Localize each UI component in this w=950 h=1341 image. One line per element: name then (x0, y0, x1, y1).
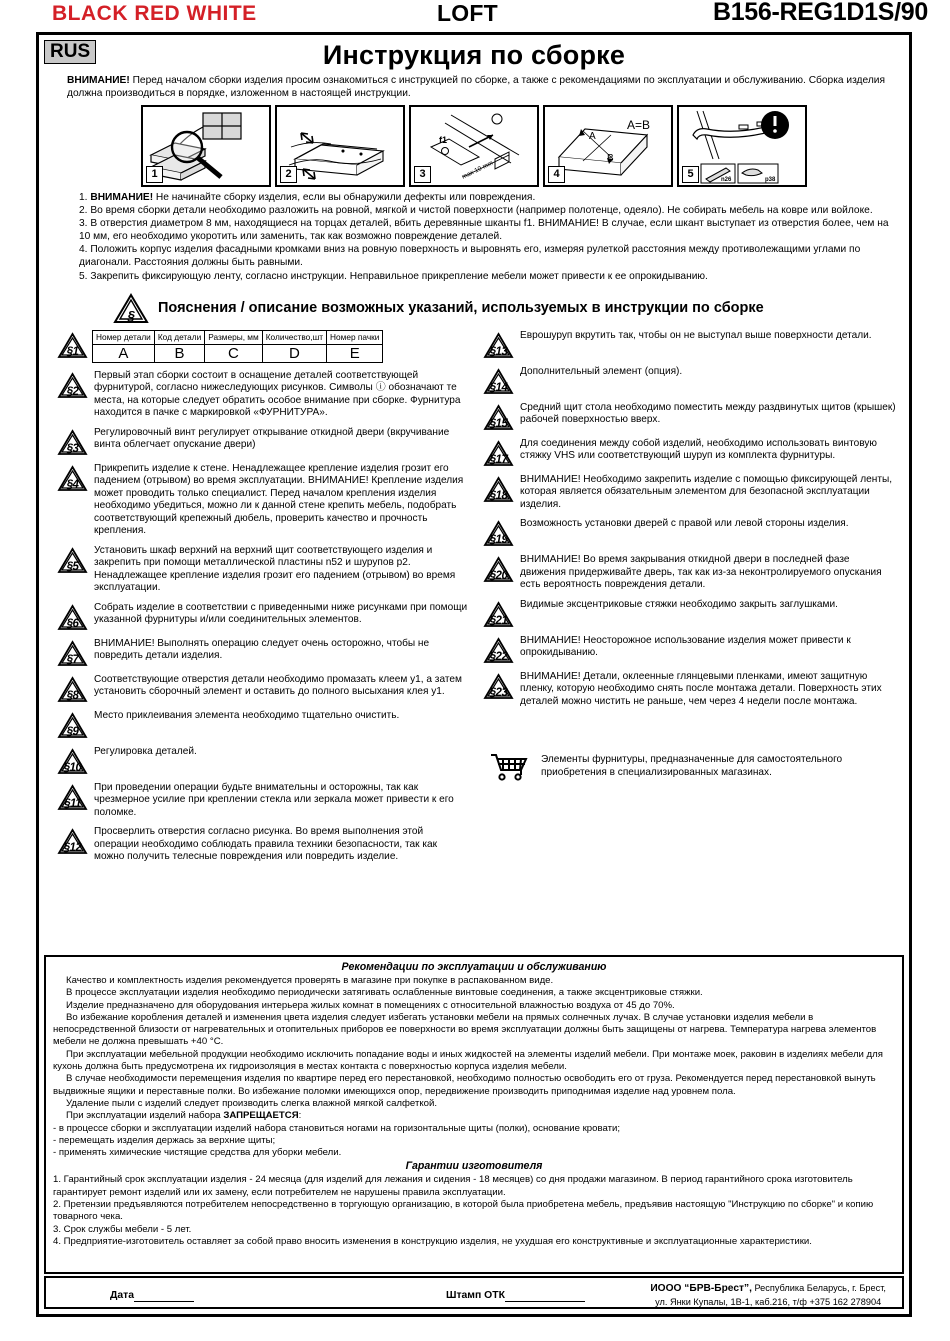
step-3: 3. В отверстия диаметром 8 мм, находящиеся на торцах деталей, вбить деревянные шканты f1. ВНИМАНИЕ! В случае, если шкант выступает из отверстия более, чем на 10 мм, его необходимо укоротить или заменить, так как возможно повреждение деталей. (79, 218, 889, 243)
company-location: Республика Беларусь, г. Брест, (751, 1283, 886, 1293)
warranty-item: 2. Претензии предъявляются потребителем непосредственно в торгующую организацию, в которой была приобретена мебель, предъявив настоящую "Инструкцию по сборке" и копию товарного чека. (53, 1199, 874, 1223)
legend-item-id: §23 (489, 686, 508, 699)
legend-item-s21 (483, 599, 897, 628)
legend-item-id: §7 (66, 653, 79, 666)
legend-item-s7 (57, 638, 469, 667)
legend-item-text: ВНИМАНИЕ! Неосторожное использование изделия может привести к опрокидыванию. (520, 634, 851, 659)
panel-4 (543, 105, 673, 187)
legend-item-s23 (483, 671, 897, 709)
th-quantity: Количество,шт (262, 330, 326, 344)
legend-item-id: §9 (66, 725, 79, 738)
legend-item-s15 (483, 402, 897, 431)
rec-paragraph: При эксплуатации мебельной продукции необходимо исключить попадание воды и иных жидкостей на элементы изделий мебели. При монтаже моек, раковин в изделиях мебели для кухонь должна быть предусмотрена их гидроизоляция в местах контакта с поверхностью корпуса изделия мебели. (53, 1048, 883, 1073)
warning-triangle-icon (57, 372, 88, 399)
legend-item-text: Собрать изделие в соответствии с приведенными ниже рисунками при помощи указанной фурнитуры и/или соединительных элементов. (94, 601, 468, 626)
th-dimensions: Размеры, мм (205, 330, 263, 344)
legend-item-s18 (483, 474, 897, 512)
legend-item-text: Возможность установки дверей с правой или левой стороны изделия. (520, 518, 849, 530)
recommendations-section (44, 955, 904, 1274)
legend-item-id: §10 (63, 761, 82, 774)
rec-prohibited-item: - в процессе сборки и эксплуатации изделий набора становиться ногами на горизонтальные щиты (полки), основание кровати; (53, 1122, 621, 1134)
legend-item-s6 (57, 602, 469, 631)
warning-triangle-icon (483, 476, 514, 503)
illustration-panels (39, 105, 909, 187)
td-part-number: A (93, 344, 155, 362)
panel-number: 5 (682, 166, 699, 183)
table-header-row (93, 330, 383, 344)
step-4: 4. Положить корпус изделия фасадными кромками вниз на ровную поверхность и выровнять его, измеряя рулеткой расстояния между противолежащими углами по диагонали. Расстояния должны быть равными. (79, 244, 861, 269)
warning-triangle-icon (483, 332, 514, 359)
legend-item-id: §6 (66, 617, 79, 630)
legend-item-s20 (483, 554, 897, 592)
legend-item-id: §3 (66, 442, 79, 455)
rec-paragraph: В случае необходимости перемещения изделия по квартире перед его перестановкой, необходимо полностью освободить его от груза. Рекомендуется перед перестановкой вынуть выдвижные ящики и переставные полки. Во избежание поломки имеющихся опор, передвижение производить приподнимая изделие над уровнем пола. (53, 1073, 876, 1097)
panel4-a-label: A (589, 131, 596, 142)
company-info (650, 1282, 886, 1308)
legend-symbol: § (127, 307, 135, 323)
warning-triangle-icon (57, 429, 88, 456)
legend-item-s8 (57, 674, 469, 703)
legend-item-cart (483, 750, 897, 787)
panel-number: 2 (280, 166, 297, 183)
language-badge: RUS (44, 40, 96, 64)
th-part-code: Код детали (154, 330, 204, 344)
warning-triangle-icon (113, 293, 149, 324)
warranty-item: 3. Срок службы мебели - 5 лет. (53, 1223, 192, 1235)
panel5-n26-label: n26 (721, 177, 732, 183)
step-1: 1. ВНИМАНИЕ! Не начинайте сборку изделия, если вы обнаружили дефекты или повреждения. (79, 192, 536, 203)
th-part-number: Номер детали (93, 330, 155, 344)
legend-item-text: Первый этап сборки состоит в оснащение деталей соответствующей фурнитурой, согласно нижеследующих рисунков. Символы ⓘ обозначают те места, на которые следует обратить особое внимание при сборке. Фурнитура находится в пачке с маркировкой «ФУРНИТУРА». (94, 369, 461, 419)
td-pack-number: E (327, 344, 383, 362)
panel-number: 4 (548, 166, 565, 183)
rec-prohibited-item: - перемещать изделия держась за верхние щиты; (53, 1134, 276, 1146)
panel-3 (409, 105, 539, 187)
qc-stamp-label: Штамп ОТК (446, 1290, 505, 1301)
warning-triangle-icon (57, 640, 88, 667)
warning-triangle-icon (483, 601, 514, 628)
recommendations-title: Рекомендации по эксплуатации и обслуживанию (341, 961, 607, 973)
company-address: ул. Янки Купалы, 1В-1, каб.216, т/ф +375 162 278904 (655, 1296, 882, 1307)
attention-text: Перед началом сборки изделия просим ознакомиться с инструкцией по сборке, а также с рекомендациями по эксплуатации и обслуживанию. Сборка изделия должна производиться в порядке, изложенном в настоящей инструкции. (67, 75, 885, 99)
legend-item-id: §12 (63, 842, 82, 855)
warning-triangle-icon (57, 828, 88, 855)
panel3-f1-label: f1 (439, 135, 448, 145)
panel3-max-label: max 10 mm (460, 159, 495, 181)
legend-cart-text: Элементы фурнитуры, предназначенные для самостоятельного приобретения в специализированных магазинах. (541, 754, 843, 778)
page-title: Инструкция по сборке (322, 40, 626, 70)
rec-prohibited-item: - применять химические чистящие средства для уборки мебели. (53, 1147, 342, 1159)
th-pack-number: Номер пачки (327, 330, 383, 344)
panel5-p38-label: p38 (765, 177, 776, 183)
legend-item-s5 (57, 545, 469, 595)
legend-item-s3 (57, 427, 469, 456)
legend-item-id: §18 (489, 489, 508, 502)
warranty-body (53, 1174, 895, 1248)
model-code: B156-REG1D1S/90 (712, 0, 928, 26)
legend-item-id: §19 (489, 534, 508, 547)
warning-triangle-icon (57, 547, 88, 574)
legend-item-id: §8 (66, 689, 79, 702)
date-field[interactable] (110, 1290, 194, 1302)
numbered-steps (79, 191, 889, 283)
legend-item-id: §22 (489, 650, 508, 663)
legend-item-id: §20 (489, 570, 508, 583)
legend-item-id: §21 (489, 614, 508, 627)
legend-item-s12 (57, 826, 469, 864)
legend-item-s14 (483, 366, 897, 395)
legend-item-text: ВНИМАНИЕ! Во время закрывания откидной двери в последней фазе движения придерживайте дверь, так как из-за неконтролируемого опускания есть вероятность повреждения детали. (520, 554, 882, 591)
warning-triangle-icon (483, 440, 514, 467)
footer-bar (44, 1276, 904, 1309)
attention-lead: ВНИМАНИЕ! (67, 75, 130, 86)
rec-paragraph: В процессе эксплуатации изделия необходимо периодически затягивать ослабленные винтовые соединения, а также эксцентриковые стяжки. (66, 987, 703, 999)
panel4-eq-label: A=B (627, 118, 651, 132)
legend-item-id: §2 (66, 385, 79, 398)
panel-5 (677, 105, 807, 187)
table-row (93, 344, 383, 362)
legend-item-text: Для соединения между собой изделий, необходимо использовать винтовую стяжку VHS или соответствующий шуруп из комплекта фурнитуры. (520, 437, 877, 462)
td-quantity: D (262, 344, 326, 362)
warning-triangle-icon (483, 368, 514, 395)
warning-triangle-icon (57, 712, 88, 739)
legend-item-id: §11 (64, 797, 81, 810)
date-label: Дата (110, 1290, 135, 1301)
legend-item-id: §1 (66, 345, 79, 358)
warning-triangle-icon (57, 784, 88, 811)
legend-item-s17 (483, 438, 897, 467)
panel-number: 1 (146, 166, 163, 183)
legend-item-text: Еврошуруп вкрутить так, чтобы он не выступал выше поверхности детали. (520, 329, 872, 341)
step-2: 2. Во время сборки детали необходимо разложить на ровной, мягкой и чистой поверхности (например полотенце, одеяло). Не собирать мебель на ковре или войлоке. (79, 205, 873, 217)
legend-item-s13 (483, 330, 897, 359)
legend-item-s1 (57, 330, 469, 363)
legend-item-s11 (57, 782, 469, 820)
legend-item-text: Регулировочный винт регулирует открывание откидной двери (вкручивание винта облегчает опускание двери) (94, 426, 450, 451)
warranty-item: 4. Предприятие-изготовитель оставляет за собой право вносить изменения в конструкцию изделия, не ухудшая его конструктивные и эксплуатационные характеристики. (53, 1235, 812, 1247)
legend-item-s4 (57, 463, 469, 538)
brand-logo: BLACK RED WHITE (52, 2, 257, 25)
warning-triangle-icon (483, 556, 514, 583)
shopping-cart-icon (489, 750, 533, 787)
legend-item-text: ВНИМАНИЕ! Необходимо закрепить изделие с помощью фиксирующей ленты, которая является обязательным элементом для безопасной эксплуатации изделия. (520, 473, 893, 510)
attention-note (67, 74, 887, 100)
legend-item-s2 (57, 370, 469, 420)
warning-triangle-icon (57, 465, 88, 492)
rec-prohibit-lead: При эксплуатации изделий набора ЗАПРЕЩАЕТСЯ: (66, 1110, 302, 1122)
warning-triangle-icon (57, 676, 88, 703)
td-part-code: B (154, 344, 204, 362)
legend-left-column (49, 330, 475, 871)
recommendations-body (53, 975, 895, 1159)
collection-name: LOFT (437, 0, 498, 26)
legend-item-s9 (57, 710, 469, 739)
warning-triangle-icon (483, 520, 514, 547)
legend-item-text: Регулировка деталей. (94, 745, 197, 757)
legend-title-text: Пояснения / описание возможных указаний, используемых в инструкции по сборке (158, 300, 764, 317)
legend-heading (113, 293, 909, 324)
legend-item-id: §15 (489, 417, 508, 430)
panel4-b-label: B (607, 153, 614, 164)
warning-triangle-icon (57, 748, 88, 775)
panel-1 (141, 105, 271, 187)
header-bar (0, 0, 950, 30)
warning-triangle-icon (57, 332, 88, 359)
qc-stamp-field[interactable] (446, 1290, 585, 1302)
legend-item-text: При проведении операции будьте внимательны и осторожны, так как чрезмерное усилие при креплении стекла или зеркала может привести к его поломке. (94, 781, 454, 818)
document-frame (36, 32, 912, 1317)
warning-triangle-icon (483, 404, 514, 431)
parts-legend-table (92, 330, 383, 363)
rec-paragraph: Изделие предназначено для оборудования интерьера жилых комнат в помещениях с относительной влажностью воздуха от 45 до 70%. (66, 999, 675, 1011)
legend-item-id: §17 (489, 453, 508, 466)
legend-item-id: §4 (66, 478, 79, 491)
warranty-item: 1. Гарантийный срок эксплуатации изделия - 24 месяца (для изделий для лежания и сидения - 18 месяцев) со дня продажи магазином. В период гарантийного срока изготовитель гарантирует ремонт изделий или их замену, если потребителем не нарушены правила эксплуатации. (53, 1174, 853, 1198)
legend-columns (49, 330, 901, 871)
panel-number: 3 (414, 166, 431, 183)
warranty-title: Гарантии изготовителя (405, 1160, 543, 1173)
legend-item-text: ВНИМАНИЕ! Детали, оклеенные глянцевыми пленками, имеют защитную пленку, которую необходимо снять после монтажа детали. Поверхность этих деталей можно чистить не раньше, чем через 4 недели после монтажа. (520, 670, 882, 707)
legend-item-s19 (483, 518, 897, 547)
legend-item-text: Место приклеивания элемента необходимо тщательно очистить. (94, 709, 400, 721)
legend-item-text: Дополнительный элемент (опция). (520, 365, 683, 377)
td-dimensions: C (205, 344, 263, 362)
step-5: 5. Закрепить фиксирующую ленту, согласно инструкции. Неправильное прикрепление мебели может привести к ее опрокидыванию. (79, 270, 708, 282)
warning-triangle-icon (57, 604, 88, 631)
legend-item-text: Просверлить отверстия согласно рисунка. Во время выполнения этой операции необходимо соблюдать правила техники безопасности, так как можно получить телесные повреждения или повредить изделие. (94, 826, 437, 863)
legend-item-text: Соответствующие отверстия детали необходимо промазать клеем y1, а затем установить сборочный элемент и оставить до полного высыхания клея y1. (94, 673, 462, 698)
legend-item-id: §14 (489, 381, 508, 394)
company-name: ИООО “БРВ-Брест”, (650, 1283, 752, 1294)
legend-item-text: Прикрепить изделие к стене. Ненадлежащее крепление изделия грозит его падением (отрывом) во время эксплуатации. ВНИМАНИЕ! Крепление изделия может проводить только специалист. Перед началом крепления изделия необходимо убедиться, можно ли к данной стене крепить мебель, подобрать соответствующий крепежный дюбель, проверить качество и прочность крепления. (94, 462, 464, 537)
legend-item-text: Средний щит стола необходимо поместить между раздвинутых щитов (крышек) рабочей поверхностью вверх. (520, 401, 896, 426)
legend-item-id: §5 (66, 560, 79, 573)
rec-paragraph: Во избежание коробления деталей и изменения цвета изделия следует избегать установки мебели на прямых солнечных лучах. В случае установки изделия мебели в непосредственной близости от нагревательных и отопительных приборов ее поверхности во время эксплуатации должны быть защищены от нагрева. Температура нагрева элементов мебели не должна превышать +40 °С. (53, 1011, 877, 1048)
legend-item-text: Установить шкаф верхний на верхний щит соответствующего изделия и закрепить при помощи металлической пластины n52 и шурупов p2. Ненадлежащее крепление изделия грозит его падением (отрывом) во время эксплуатации. (94, 544, 456, 594)
legend-item-s22 (483, 635, 897, 664)
warning-triangle-icon (483, 637, 514, 664)
rec-paragraph: Удаление пыли с изделий следует производить слегка влажной мягкой салфеткой. (66, 1097, 438, 1109)
legend-item-text: Видимые эксцентриковые стяжки необходимо закрыть заглушками. (520, 598, 838, 610)
rec-paragraph: Качество и комплектность изделия рекомендуется проверять в магазине при покупке в распакованном виде. (66, 975, 554, 986)
legend-item-s10 (57, 746, 469, 775)
warning-triangle-icon (483, 673, 514, 700)
legend-item-text: ВНИМАНИЕ! Выполнять операцию следует очень осторожно, чтобы не повредить детали изделия. (94, 637, 430, 662)
legend-right-column (475, 330, 901, 871)
legend-item-id: §13 (489, 345, 508, 358)
panel-2 (275, 105, 405, 187)
